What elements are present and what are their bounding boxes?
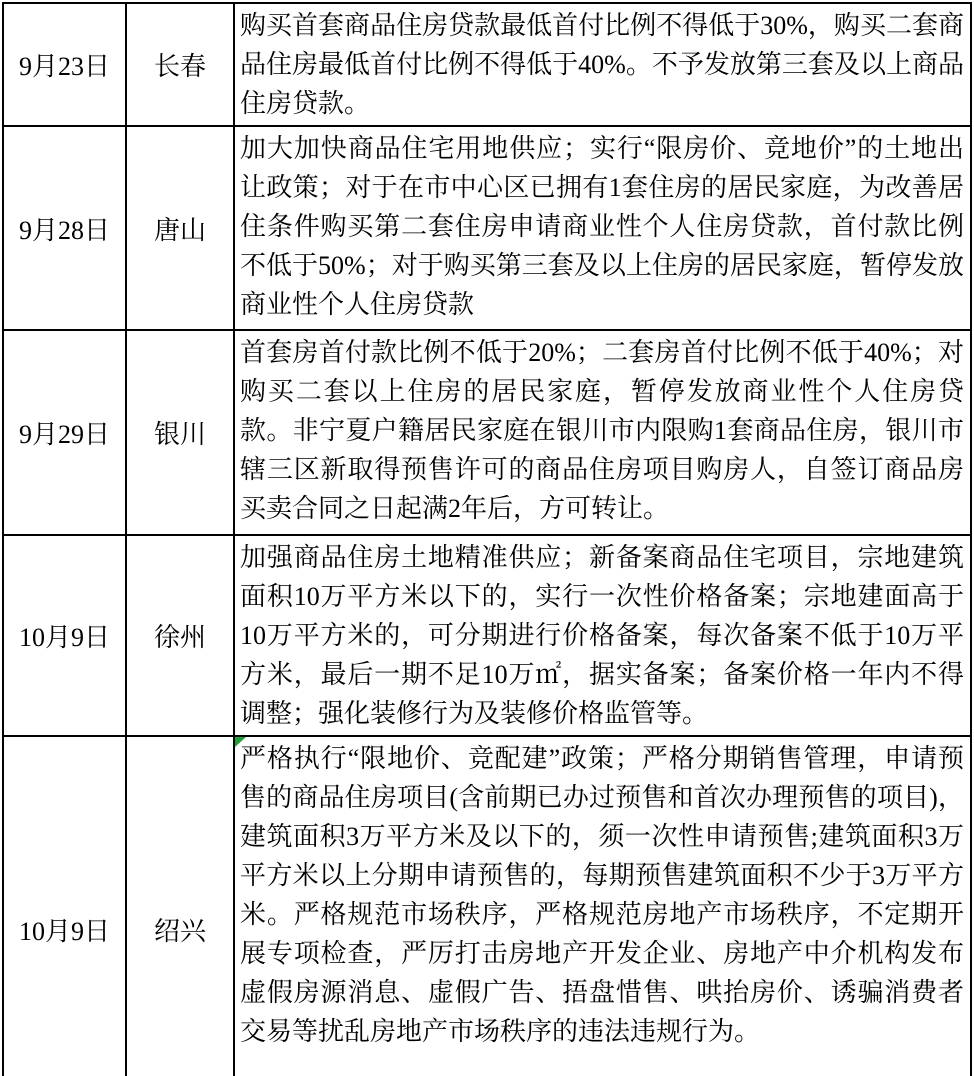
policy-cell: 加大加快商品住宅用地供应；实行“限房价、竞地价”的土地出让政策；对于在市中心区已拥有1套住房的居民家庭，为改善居住条件购买第二套住房申请商业性个人住房贷款，首付款比例不低于50%；对于购买第三套及以上住房的居民家庭，暂停发放商业性个人住房贷款 [234, 126, 971, 330]
policy-text: 加强商品住房土地精准供应；新备案商品住宅项目，宗地建筑面积10万平方米以下的，实行一次性价格备案；宗地建面高于10万平方米的，可分期进行价格备案，每次备案不低于10万平方米，最后一期不足10万㎡，据实备案；备案价格一年内不得调整；强化装修行为及装修价格监管等。 [240, 543, 964, 728]
policy-cell [234, 736, 971, 1076]
city-cell: 唐山 [126, 126, 234, 330]
table-row [3, 330, 971, 535]
table-row [3, 3, 971, 126]
date-cell: 9月23日 [3, 3, 126, 126]
city-cell: 徐州 [126, 535, 234, 736]
policy-table [2, 2, 972, 1076]
policy-cell [234, 535, 971, 736]
date-cell: 9月28日 [3, 126, 126, 330]
city-cell: 绍兴 [126, 736, 234, 1076]
city-cell: 银川 [126, 330, 234, 535]
date-cell: 9月29日 [3, 330, 126, 535]
table-row [3, 535, 971, 736]
date-cell: 10月9日 [3, 535, 126, 736]
policy-text: 严格执行“限地价、竞配建”政策；严格分期销售管理，申请预售的商品住房项目(含前期已办过预售和首次办理预售的项目)，建筑面积3万平方米及以下的，须一次性申请预售;建筑面积3万平方米以上分期申请预售的，每期预售建筑面积不少于3万平方米。严格规范市场秩序，严格规范房地产市场秩序，不定期开展专项检查，严厉打击房地产开发企业、房地产中介机构发布虚假房源消息、虚假广告、捂盘惜售、哄抬房价、诱骗消费者交易等扰乱房地产市场秩序的违法违规行为。 [240, 744, 964, 1046]
date-cell: 10月9日 [3, 736, 126, 1076]
policy-cell: 购买首套商品住房贷款最低首付比例不得低于30%，购买二套商品住房最低首付比例不得低于40%。不予发放第三套及以上商品住房贷款。 [234, 3, 971, 126]
city-cell: 长春 [126, 3, 234, 126]
table-row [3, 126, 971, 330]
table-row [3, 736, 971, 1076]
policy-cell: 首套房首付款比例不低于20%；二套房首付比例不低于40%；对购买二套以上住房的居民家庭，暂停发放商业性个人住房贷款。非宁夏户籍居民家庭在银川市内限购1套商品住房，银川市辖三区新取得预售许可的商品住房项目购房人，自签订商品房买卖合同之日起满2年后，方可转让。 [234, 330, 971, 535]
